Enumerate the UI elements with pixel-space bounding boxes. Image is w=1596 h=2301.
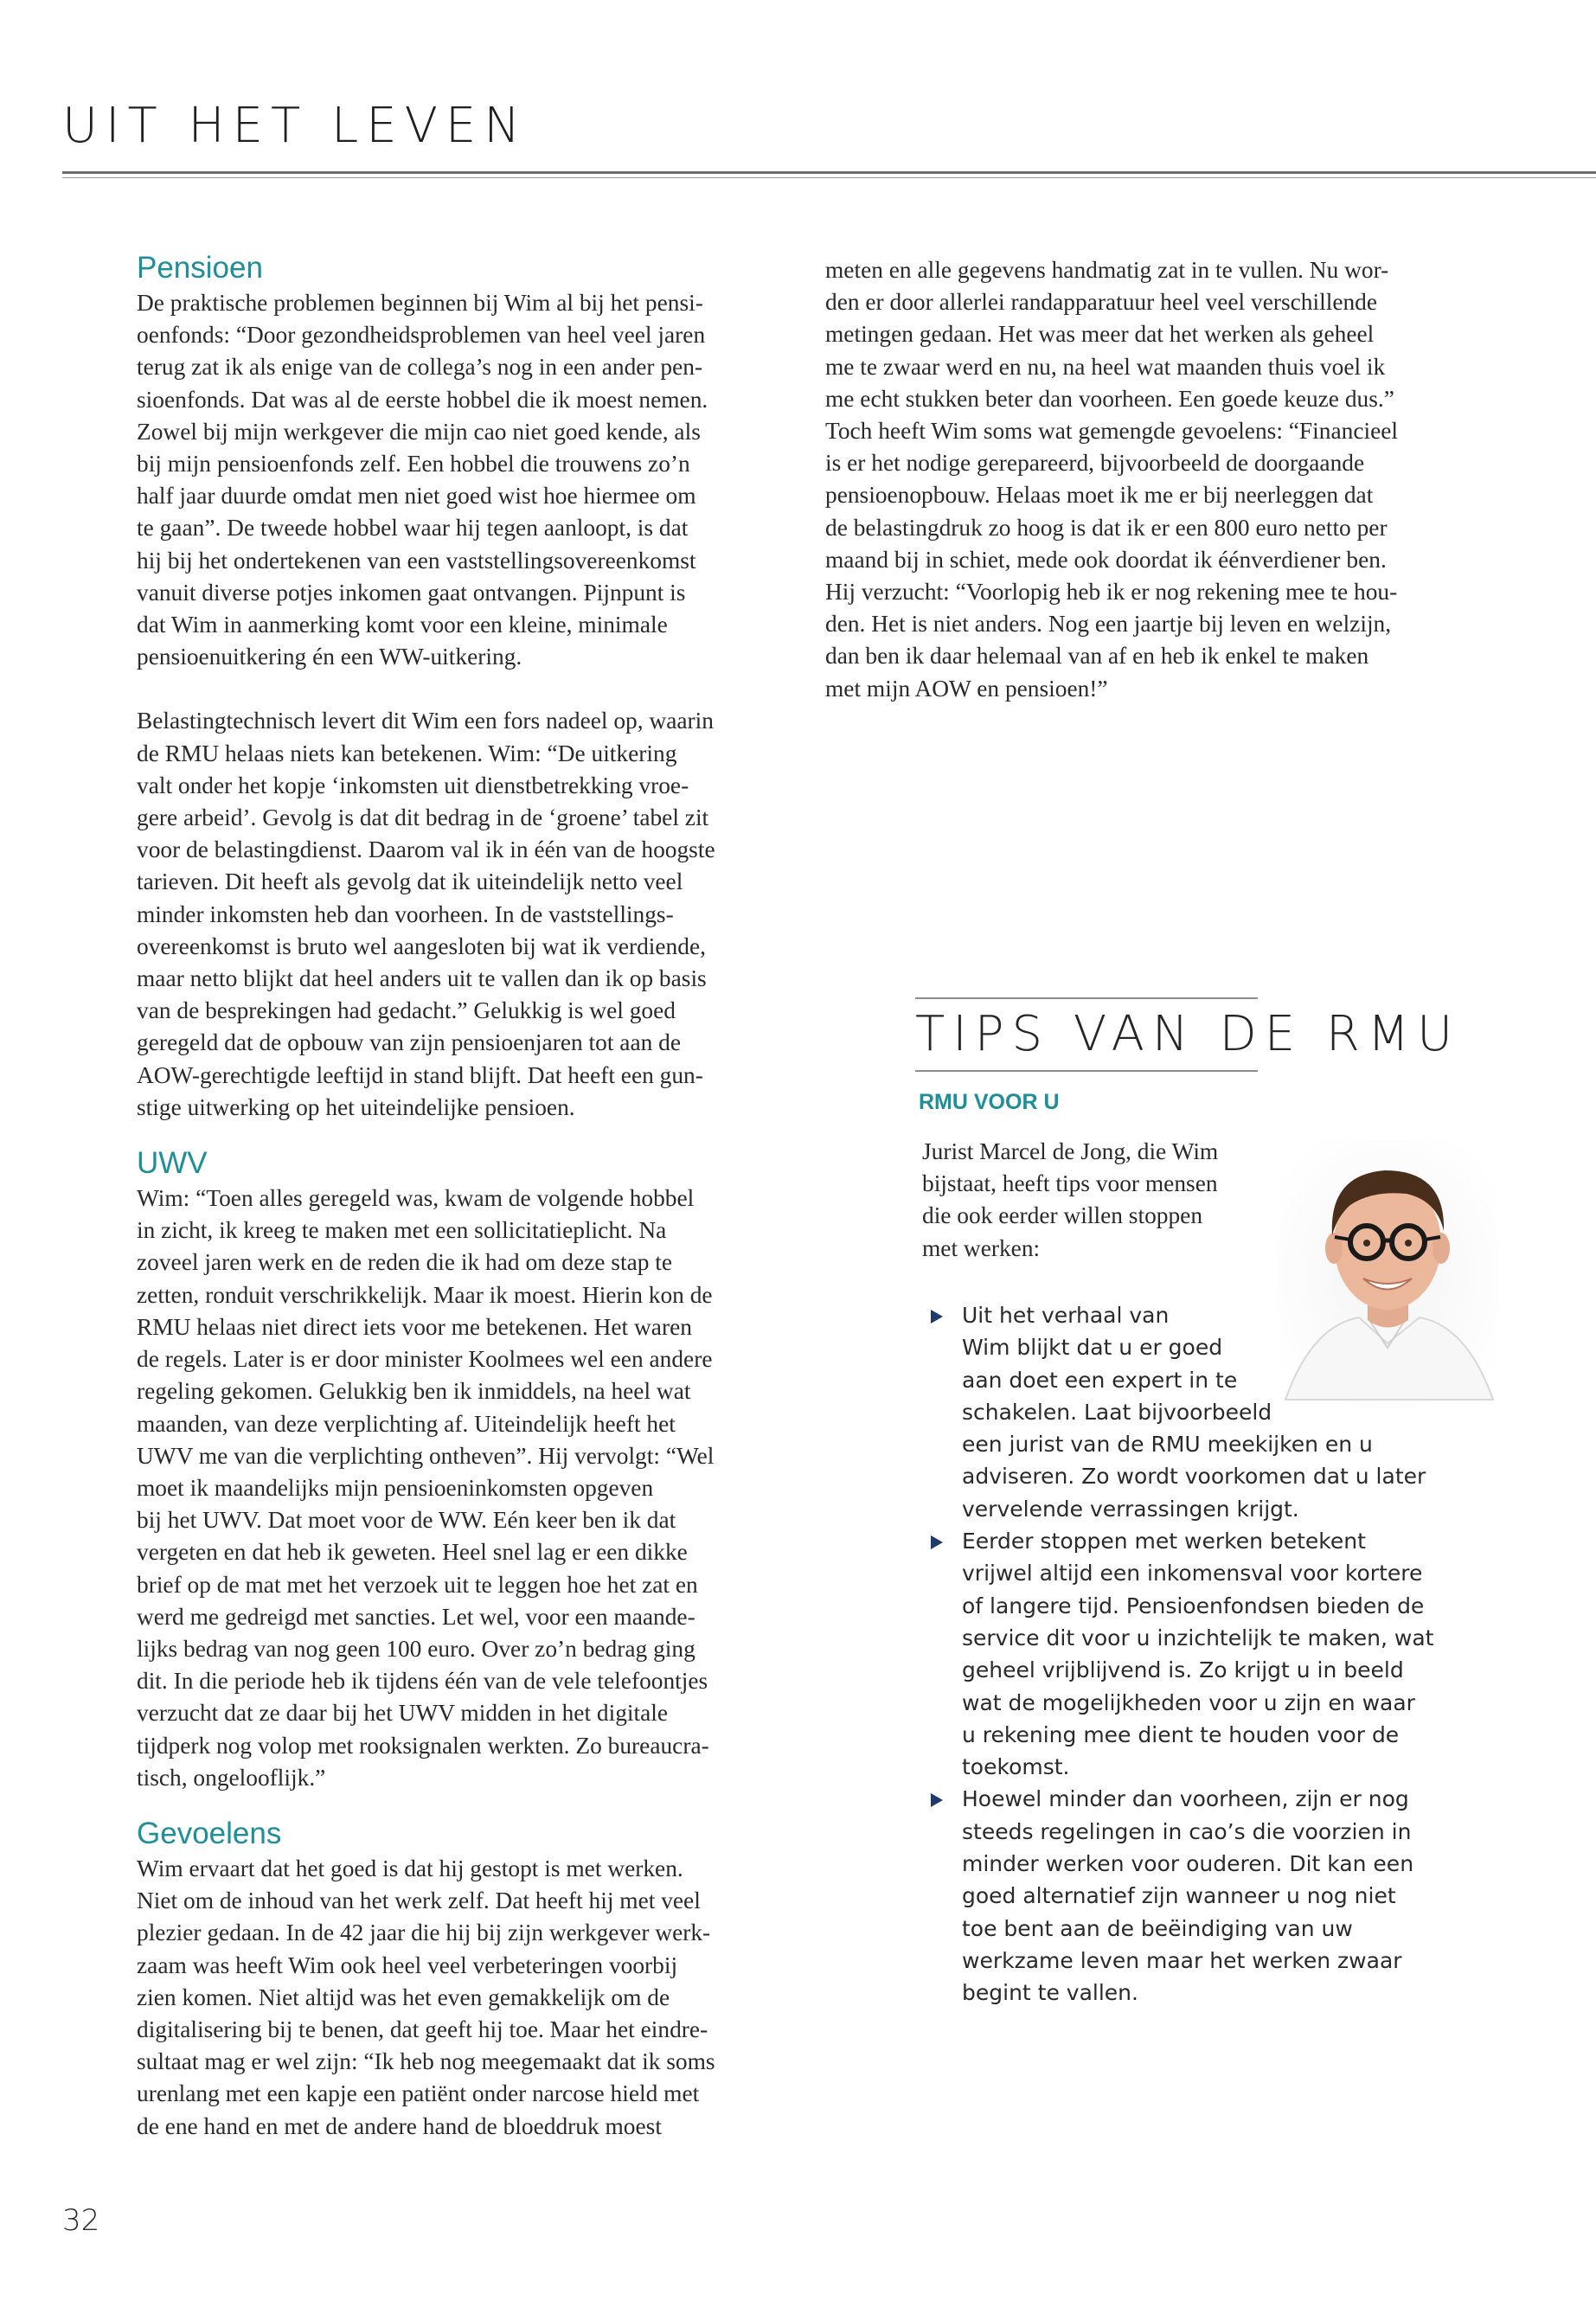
left-column (137, 249, 777, 2143)
paragraph-continued: meten en alle gegevens handmatig zat in te vullen. Nu wor- den er door allerlei randapparatuur heel veel verschillende metingen gedaan. Het was meer dat het werken als geheel me te zwaar werd en nu, na heel wat maanden thuis voel ik me echt stukken beter dan voorheen. Een goede keuze dus.” Toch heeft Wim soms wat gemengde gevoelens: “Financieel is er het nodige gerepareerd, bijvoorbeeld de doorgaande pensioenopbouw. Helaas moet ik me er bij neerleggen dat de belastingdruk zo hoog is dat ik er een 800 euro netto per maand bij in schiet, mede ook doordat ik éénverdiener ben. Hij verzucht: “Voorlopig heb ik er nog rekening mee te hou- den. Het is niet anders. Nog een jaartje bij leven en welzijn, dan ben ik daar helemaal van af en heb ik enkel te maken met mijn AOW en pensioen!” (825, 257, 1399, 702)
header-rule-thin (62, 177, 1596, 178)
triangle-bullet-icon (931, 1310, 943, 1324)
paragraph-uwv: Wim: “Toen alles geregeld was, kwam de volgende hobbel in zicht, ik kreeg te maken met een sollicitatieplicht. Na zoveel jaren werk en de reden die ik had om deze stap te zetten, ronduit verschrikkelijk. Maar ik moest. Hierin kon de RMU helaas niet direct iets voor me betekenen. Het waren de regels. Later is er door minister Koolmees wel een andere regeling gekomen. Gelukkig ben ik inmiddels, na heel wat maanden, van deze verplichting af. Uiteindelijk heeft het UWV me van die verplichting ontheven”. Hij vervolgt: “Wel moet ik maandelijks mijn pensioeninkomsten opgeven bij het UWV. Dat moet voor de WW. Eén keer ben ik dat vergeten en dat heb ik geweten. Heel snel lag er een dikke brief op de mat met het verzoek uit te leggen hoe het zat en werd me gedreigd met sancties. Let wel, voor een maande- lijks bedrag van nog geen 100 euro. Over zo’n bedrag ging dit. In die periode heb ik tijdens één van de vele telefoontjes verzucht dat ze daar bij het UWV midden in het digitale tijdperk nog volop met rooksignalen werkten. Zo bureaucra- tisch, ongelooflijk.” (137, 1185, 715, 1791)
tip-text: Eerder stoppen met werken betekent vrijwel altijd een inkomensval voor kortere of langere tijd. Pensioenfondsen bieden de service dit voor u inzichtelijk te maken, wat geheel vrijblijvend is. Zo krijgt u in beeld wat de mogelijkheden voor u zijn en waar u rekening mee dient te houden voor de toekomst. (962, 1529, 1434, 1780)
tips-list (927, 1299, 1464, 2009)
triangle-bullet-icon (931, 1535, 943, 1549)
heading-gevoelens: Gevoelens (137, 1816, 282, 1850)
paragraph-gevoelens: Wim ervaart dat het goed is dat hij gestopt is met werken. Niet om de inhoud van het werk zelf. Dat heeft hij met veel plezier gedaan. In de 42 jaar die hij bij zijn werkgever werk- zaam was heeft Wim ook heel veel verbeteringen voorbij zien komen. Niet altijd was het even gemakkelijk om de digitalisering bij te benen, dat geeft hij toe. Maar het eindre- sultaat mag er wel zijn: “Ik heb nog meegemaakt dat ik soms urenlang met een kapje een patiënt onder narcose hield met de ene hand en met de andere hand de bloeddruk moest (137, 1855, 715, 2139)
tip-text: Uit het verhaal van Wim blijkt dat u er goed aan doet een expert in te schakelen. Laat bijvoorbeeld een jurist van de RMU meekijken en u adviseren. Zo wordt voorkomen dat u later vervelende verrassingen krijgt. (962, 1303, 1426, 1522)
tip-item (927, 1783, 1464, 2009)
tips-rule-bottom (915, 1070, 1258, 1072)
page-number: 32 (62, 2203, 100, 2238)
paragraph-pensioen-2: Belastingtechnisch levert dit Wim een fors nadeel op, waarin de RMU helaas niets kan betekenen. Wim: “De uitkering valt onder het kopje ‘inkomsten uit dienstbetrekking vroe- gere arbeid’. Gevolg is dat dit bedrag in de ‘groene’ tabel zit voor de belastingdienst. Daarom val ik in één van de hoogste tarieven. Dit heeft als gevolg dat ik uiteindelijk netto veel minder inkomsten heb dan voorheen. In de vaststellings- overeenkomst is bruto wel aangesloten bij wat ik verdiende, maar netto blijkt dat heel anders uit te vallen dan ik op basis van de besprekingen had gedacht.” Gelukkig is wel goed geregeld dat de opbouw van zijn pensioenjaren tot aan de AOW-gerechtigde leeftijd in stand blijft. Dat heeft een gun- stige uitwerking op het uiteindelijke pensioen. (137, 708, 715, 1120)
tips-intro: Jurist Marcel de Jong, die Wim bijstaat, heeft tips voor mensen die ook eerder willen stoppen met werken: (922, 1138, 1219, 1261)
right-column (825, 254, 1465, 705)
heading-uwv: UWV (137, 1146, 208, 1181)
heading-pensioen: Pensioen (137, 251, 263, 285)
tips-title: TIPS VAN DE RMU (915, 1006, 1461, 1062)
tips-rule-top (915, 997, 1258, 999)
tip-text: Hoewel minder dan voorheen, zijn er nog steeds regelingen in cao’s die voorzien in minder werken voor ouderen. Dit kan een goed alternatief zijn wanneer u nog niet toe bent aan de beëindiging van uw werkzame leven maar het werken zwaar begint te vallen. (962, 1786, 1414, 2006)
tip-item (927, 1299, 1464, 1525)
tips-subtitle: RMU VOOR U (919, 1090, 1060, 1114)
tip-item (927, 1525, 1464, 1783)
header-rule (62, 171, 1596, 174)
section-title: UIT HET LEVEN (62, 98, 529, 154)
paragraph-pensioen-1: De praktische problemen beginnen bij Wim al bij het pensi- oenfonds: “Door gezondheidsproblemen van heel veel jaren terug zat ik als enige van de collega’s nog in een ander pen- sioenfonds. Dat was al de eerste hobbel die ik moest nemen. Zowel bij mijn werkgever die mijn cao niet goed kende, als bij mijn pensioenfonds zelf. Een hobbel die trouwens zo’n half jaar duurde omdat men niet goed wist hoe hiermee om te gaan”. De tweede hobbel waar hij tegen aanloopt, is dat hij bij het ondertekenen van een vaststellingsovereenkomst vanuit diverse potjes inkomen gaat ontvangen. Pijnpunt is dat Wim in aanmerking komt voor een kleine, minimale pensioenuitkering én een WW-uitkering. (137, 290, 708, 670)
triangle-bullet-icon (931, 1793, 943, 1807)
